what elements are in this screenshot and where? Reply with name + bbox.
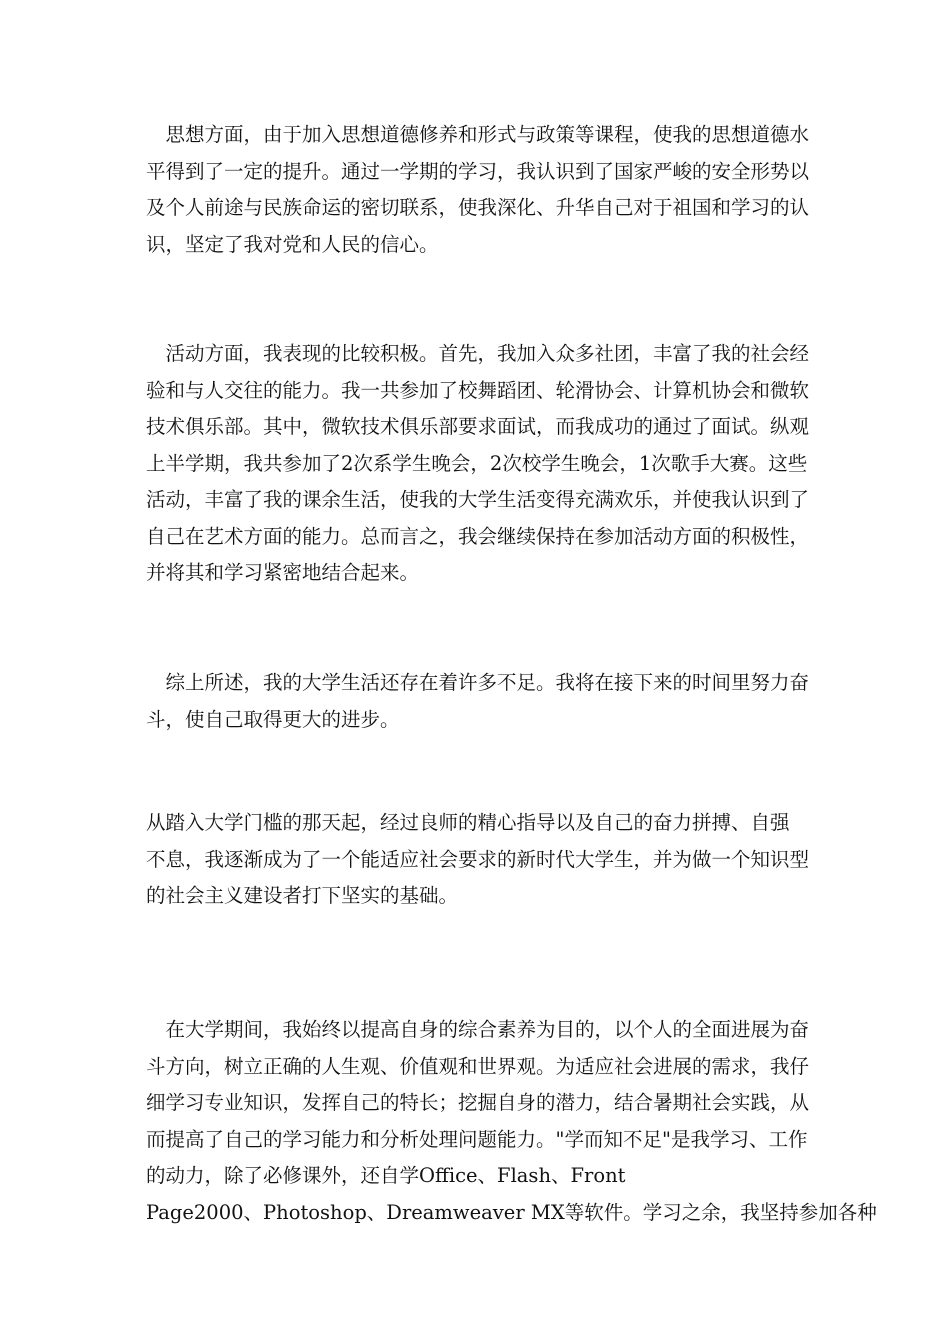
text-line: 而提高了自己的学习能力和分析处理问题能力。"学而知不足"是我学习、工作 — [146, 1127, 808, 1151]
text-line: 的社会主义建设者打下坚实的基础。 — [146, 884, 459, 907]
paragraph-university-period — [146, 1012, 877, 1231]
text-line: 的动力，除了必修课外，还自学Office、Flash、Front — [146, 1164, 626, 1187]
text-line: 上半学期，我共参加了2次系学生晚会，2次校学生晚会，1次歌手大赛。这些 — [146, 451, 808, 475]
text-line: 活动方面，我表现的比较积极。首先，我加入众多社团，丰富了我的社会经 — [146, 342, 810, 365]
text-line: 并将其和学习紧密地结合起来。 — [146, 561, 420, 584]
text-line: 及个人前途与民族命运的密切联系，使我深化、升华自己对于祖国和学习的认 — [146, 196, 810, 219]
text-line: 细学习专业知识，发挥自己的特长；挖掘自身的潜力，结合暑期社会实践，从 — [146, 1091, 810, 1114]
text-line: 技术俱乐部。其中，微软技术俱乐部要求面试，而我成功的通过了面试。纵观 — [146, 415, 810, 438]
text-line: 思想方面，由于加入思想道德修养和形式与政策等课程，使我的思想道德水 — [146, 123, 810, 146]
text-line: 验和与人交往的能力。我一共参加了校舞蹈团、轮滑协会、计算机协会和微软 — [146, 378, 810, 402]
text-line: 自己在艺术方面的能力。总而言之，我会继续保持在参加活动方面的积极性， — [146, 524, 810, 548]
text-line: 识，坚定了我对党和人民的信心。 — [146, 232, 439, 256]
text-line: 斗方向，树立正确的人生观、价值观和世界观。为适应社会进展的需求，我仔 — [146, 1054, 810, 1078]
text-line: 活动，丰富了我的课余生活，使我的大学生活变得充满欢乐，并使我认识到了 — [146, 488, 810, 511]
paragraph-ideology — [146, 117, 810, 263]
paragraph-activities — [146, 336, 810, 592]
text-line: Page2000、Photoshop、Dreamweaver MX等软件。学习之余，我坚持参加各种 — [146, 1200, 877, 1224]
text-line: 在大学期间，我始终以提高自身的综合素养为目的，以个人的全面进展为奋 — [146, 1018, 810, 1041]
text-line: 从踏入大学门槛的那天起，经过良师的精心指导以及自己的奋力拼搏、自强 — [146, 811, 790, 834]
text-line: 斗，使自己取得更大的进步。 — [146, 707, 400, 731]
paragraph-university-start — [146, 805, 810, 915]
text-line: 不息，我逐渐成为了一个能适应社会要求的新时代大学生，并为做一个知识型 — [146, 847, 810, 871]
text-line: 综上所述，我的大学生活还存在着许多不足。我将在接下来的时间里努力奋 — [146, 671, 810, 694]
text-line: 平得到了一定的提升。通过一学期的学习，我认识到了国家严峻的安全形势以 — [146, 159, 810, 183]
paragraph-summary — [146, 665, 810, 738]
